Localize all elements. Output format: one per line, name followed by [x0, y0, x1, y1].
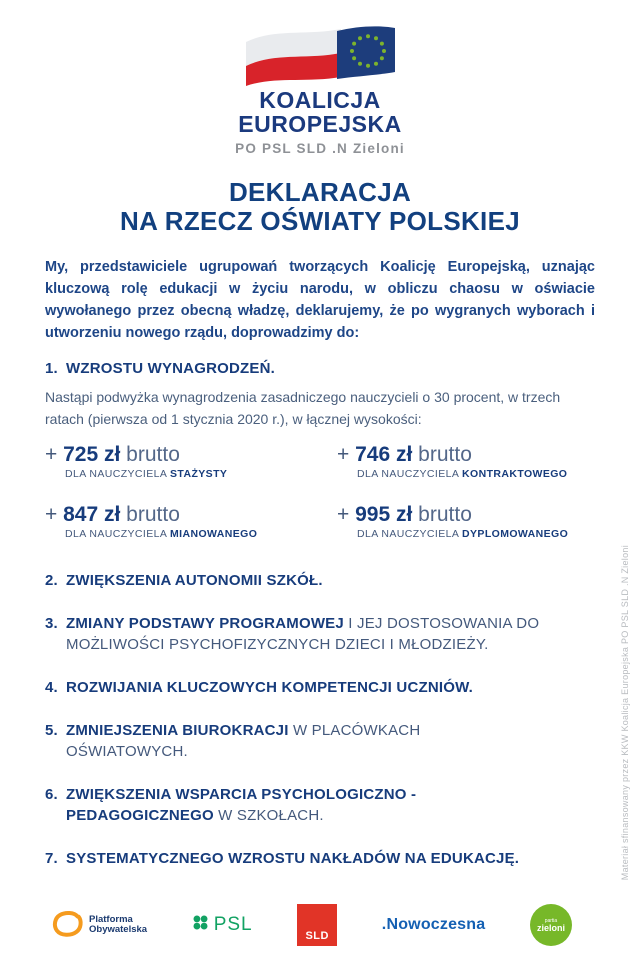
salary-amount: 847 zł: [63, 503, 121, 526]
content: [0, 256, 640, 869]
psl-clover-icon: [192, 914, 209, 936]
po-label-line2: Obywatelska: [89, 924, 148, 935]
psl-label: PSL: [213, 914, 253, 935]
plus-sign: +: [45, 443, 58, 466]
salary-item-mianowany: [45, 504, 337, 540]
org-parties: PO PSL SLD .N Zieloni: [235, 141, 405, 156]
zieloni-green-circle: [530, 904, 572, 946]
funding-note: Materiał sfinansowany przez KKW Koalicja Europejska PO PSL SLD .N Zieloni: [620, 544, 630, 880]
item-heading: ZMNIEJSZENIA BIUROKRACJI: [66, 722, 289, 739]
zieloni-logo: [530, 904, 572, 946]
list-item-3: 3. ZMIANY PODSTAWY PROGRAMOWEJ I JEJ DOSTOSOWANIA DO MOŻLIWOŚCI PSYCHOFIZYCZNYCH DZIECI I MŁODZIEŻY.: [45, 615, 540, 653]
eu-flag-icon: [337, 26, 395, 79]
po-label-line1: Platforma: [89, 914, 133, 925]
zieloni-label-line2: zieloni: [536, 922, 565, 933]
nowoczesna-label: .Nowoczesna: [381, 916, 486, 933]
list-item-4: [45, 677, 595, 698]
psl-logo: [192, 914, 253, 936]
page-title: [0, 178, 640, 236]
title-line1: DEKLARACJA: [228, 177, 412, 207]
salary-label: DLA NAUCZYCIELA: [65, 468, 167, 480]
item-heading: ROZWIJANIA KLUCZOWYCH KOMPETENCJI UCZNIÓW.: [66, 679, 473, 696]
sld-red-square: [297, 904, 337, 946]
salary-amount: 725 zł: [63, 443, 121, 466]
item-number: 4.: [45, 679, 58, 696]
plus-sign: +: [337, 503, 350, 526]
teacher-grade: STAŻYSTY: [170, 468, 228, 480]
zieloni-label-line1: partia: [544, 917, 558, 924]
po-swirl-icon: [52, 908, 84, 943]
org-name-line2: EUROPEJSKA: [238, 111, 402, 137]
salary-unit: brutto: [418, 503, 472, 526]
sld-logo: [297, 904, 337, 946]
intro-paragraph: My, przedstawiciele ugrupowań tworzących Koalicję Europejską, uznając kluczową rolę edukacji w życiu narodu, w obliczu chaosu w oświacie wywołanego przez obecną władzę, deklarujemy, że po wygranych wyborach i utworzeniu nowego rządu, doprowadzimy do:: [45, 259, 595, 341]
item-number: 5.: [45, 722, 58, 739]
item-number: 3.: [45, 615, 58, 632]
salary-item-kontraktowy: [337, 444, 595, 480]
item-heading: SYSTEMATYCZNEGO WZROSTU NAKŁADÓW NA EDUKACJĘ.: [66, 850, 520, 867]
salary-grid: [45, 444, 595, 540]
item-heading: ZWIĘKSZENIA AUTONOMII SZKÓŁ.: [66, 572, 323, 589]
teacher-grade: KONTRAKTOWEGO: [462, 468, 568, 480]
item-number: 6.: [45, 786, 58, 803]
item-heading: ZWIĘKSZENIA WSPARCIA PSYCHOLOGICZNO -PEDAGOGICZNEGO: [66, 786, 417, 824]
platforma-obywatelska-logo: [52, 908, 147, 943]
list-item-7: [45, 848, 595, 869]
party-logos-row: [52, 904, 572, 946]
item-number: 2.: [45, 572, 58, 589]
teacher-grade: DYPLOMOWANEGO: [462, 528, 569, 540]
salary-amount: 995 zł: [355, 503, 413, 526]
item-number: 1.: [45, 360, 58, 377]
nowoczesna-logo: [382, 916, 486, 934]
salary-unit: brutto: [126, 503, 180, 526]
salary-label: DLA NAUCZYCIELA: [357, 468, 459, 480]
list-item-5: 5. ZMNIEJSZENIA BIUROKRACJI W PLACÓWKACH OŚWIATOWYCH.: [45, 722, 421, 760]
salary-item-stazysta: [45, 444, 337, 480]
salary-unit: brutto: [126, 443, 180, 466]
item-heading: WZROSTU WYNAGRODZEŃ.: [66, 360, 275, 377]
header: [0, 0, 640, 156]
salary-label: DLA NAUCZYCIELA: [65, 528, 167, 540]
item-1-description: Nastąpi podwyżka wynagrodzenia zasadniczego nauczycieli o 30 procent, w trzech ratach (pierwsza od 1 stycznia 2020 r.), w łącznej wysokości:: [45, 389, 561, 427]
title-line2: NA RZECZ OŚWIATY POLSKIEJ: [120, 206, 520, 236]
item-number: 7.: [45, 850, 58, 867]
list-item-2: [45, 570, 595, 591]
list-item-6: 6. ZWIĘKSZENIA WSPARCIA PSYCHOLOGICZNO -PEDAGOGICZNEGO W SZKOŁACH.: [45, 786, 417, 824]
sld-label: SLD: [305, 930, 329, 942]
teacher-grade: MIANOWANEGO: [170, 528, 258, 540]
flags-graphic: [245, 22, 395, 86]
list-item-1: [45, 358, 595, 379]
salary-label: DLA NAUCZYCIELA: [357, 528, 459, 540]
salary-item-dyplomowany: [337, 504, 595, 540]
salary-amount: 746 zł: [355, 443, 413, 466]
item-heading: ZMIANY PODSTAWY PROGRAMOWEJ: [66, 615, 344, 632]
poland-flag-icon: [246, 29, 341, 86]
salary-unit: brutto: [418, 443, 472, 466]
plus-sign: +: [337, 443, 350, 466]
org-name-line1: KOALICJA: [259, 87, 381, 113]
plus-sign: +: [45, 503, 58, 526]
